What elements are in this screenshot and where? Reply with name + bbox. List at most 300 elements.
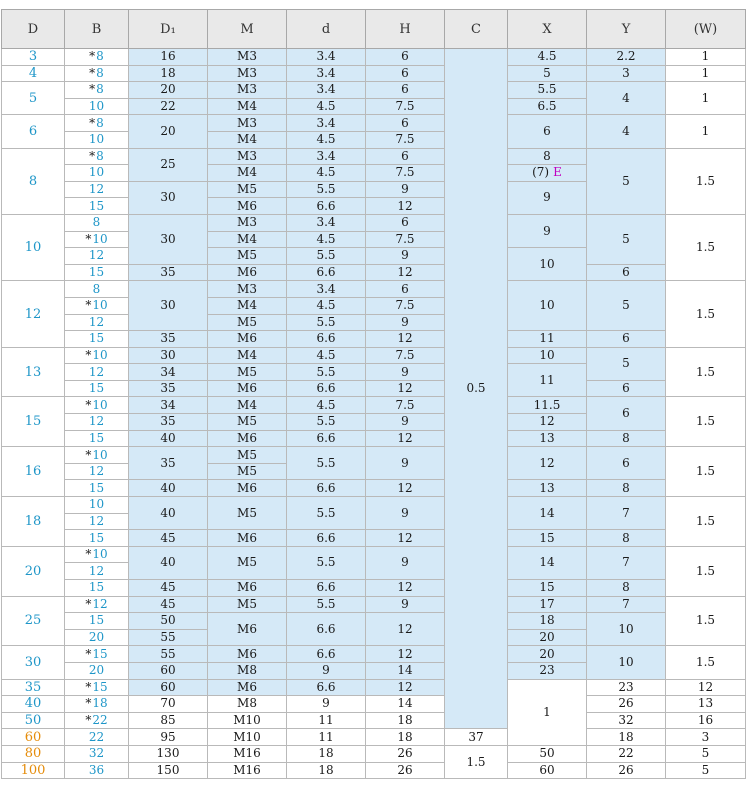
table-row — [2, 281, 746, 298]
b-cell — [65, 696, 129, 713]
h-cell: 7.5 — [366, 397, 445, 414]
h-cell: 26 — [366, 745, 445, 762]
dd-cell: 9 — [287, 696, 366, 713]
x-cell: 20 — [508, 629, 587, 646]
m-cell: M4 — [208, 165, 287, 182]
h-cell: 12 — [366, 198, 445, 215]
h-cell: 6 — [366, 148, 445, 165]
x-cell: 10 — [508, 281, 587, 331]
x-cell: 23 — [587, 679, 666, 696]
table-row — [2, 49, 746, 66]
d1-cell: 60 — [129, 679, 208, 696]
w-cell: 3 — [666, 729, 746, 746]
h-cell: 7.5 — [366, 165, 445, 182]
x-cell: 15 — [508, 530, 587, 547]
m-cell: M4 — [208, 98, 287, 115]
header-X: X — [508, 10, 587, 49]
b-cell — [65, 115, 129, 132]
x-cell: 12 — [508, 414, 587, 431]
b-cell: 32 — [65, 745, 129, 762]
x-cell: 23 — [508, 662, 587, 679]
m-cell: M5 — [208, 181, 287, 198]
y-cell: 6 — [587, 264, 666, 281]
d-cell: 40 — [2, 696, 65, 713]
d1-cell: 45 — [129, 580, 208, 597]
b-cell: 12 — [65, 414, 129, 431]
w-cell: 1.5 — [666, 447, 746, 497]
h-cell: 12 — [366, 264, 445, 281]
m-cell: M6 — [208, 198, 287, 215]
d1-cell: 22 — [129, 98, 208, 115]
dd-cell: 4.5 — [287, 297, 366, 314]
d1-cell: 40 — [129, 430, 208, 447]
x-cell: 11 — [508, 331, 587, 348]
m-cell: M3 — [208, 49, 287, 66]
table-row — [2, 596, 746, 613]
m-cell: M3 — [208, 65, 287, 82]
d-cell: 13 — [2, 347, 65, 397]
d1-cell: 55 — [129, 629, 208, 646]
h-cell: 6 — [366, 65, 445, 82]
h-cell: 12 — [366, 430, 445, 447]
m-cell: M5 — [208, 364, 287, 381]
recommended-star-icon: * — [85, 298, 92, 313]
m-cell: M8 — [208, 662, 287, 679]
x-cell: 17 — [508, 596, 587, 613]
m-cell: M10 — [208, 729, 287, 746]
x-cell: 8 — [508, 148, 587, 165]
dd-cell: 6.6 — [287, 380, 366, 397]
b-value: 15 — [92, 646, 108, 661]
b-cell — [65, 231, 129, 248]
d-cell: 6 — [2, 115, 65, 148]
header-W: (W) — [666, 10, 746, 49]
recommended-star-icon: * — [85, 447, 92, 462]
table-row — [2, 115, 746, 132]
y-cell: 5 — [587, 214, 666, 264]
m-cell: M3 — [208, 82, 287, 99]
h-cell: 9 — [366, 596, 445, 613]
recommended-star-icon: * — [85, 347, 92, 362]
table-row — [2, 679, 746, 696]
d1-cell: 40 — [129, 546, 208, 579]
h-cell: 12 — [366, 646, 445, 663]
m-cell: M6 — [208, 530, 287, 547]
b-cell: 10 — [65, 131, 129, 148]
w-cell: 5 — [666, 762, 746, 779]
y-cell: 18 — [587, 729, 666, 746]
b-cell: 15 — [65, 580, 129, 597]
x-cell — [508, 165, 587, 182]
recommended-star-icon: * — [85, 679, 92, 694]
w-cell: 1 — [666, 82, 746, 115]
d1-cell: 35 — [129, 447, 208, 480]
d1-cell: 20 — [129, 82, 208, 99]
m-cell: M4 — [208, 397, 287, 414]
h-cell: 12 — [366, 679, 445, 696]
header-D1: D₁ — [129, 10, 208, 49]
d1-cell: 18 — [129, 65, 208, 82]
b-cell — [65, 679, 129, 696]
h-cell: 14 — [366, 662, 445, 679]
b-value: 10 — [92, 547, 108, 562]
y-cell: 8 — [587, 580, 666, 597]
dimension-table — [1, 9, 746, 779]
c-cell: 1 — [508, 679, 587, 745]
d-cell: 12 — [2, 281, 65, 347]
dd-cell: 4.5 — [287, 165, 366, 182]
table-row — [2, 613, 746, 630]
w-cell: 1.5 — [666, 397, 746, 447]
m-cell: M5 — [208, 447, 287, 464]
m-cell: M6 — [208, 430, 287, 447]
h-cell: 6 — [366, 214, 445, 231]
recommended-star-icon: * — [89, 115, 96, 130]
b-value: 12 — [92, 596, 108, 611]
b-cell: 20 — [65, 662, 129, 679]
w-cell: 1.5 — [666, 646, 746, 679]
h-cell: 7.5 — [366, 231, 445, 248]
recommended-star-icon: * — [89, 82, 96, 97]
d1-cell: 35 — [129, 264, 208, 281]
b-cell — [65, 712, 129, 729]
m-cell: M16 — [208, 745, 287, 762]
b-cell: 12 — [65, 248, 129, 265]
d1-cell: 35 — [129, 380, 208, 397]
b-cell: 15 — [65, 264, 129, 281]
b-cell: 10 — [65, 165, 129, 182]
b-value: 8 — [96, 49, 104, 64]
e-mark: E — [553, 165, 562, 180]
table-row — [2, 530, 746, 547]
x-cell: 13 — [508, 480, 587, 497]
h-cell: 6 — [366, 281, 445, 298]
h-cell: 14 — [366, 696, 445, 713]
h-cell: 18 — [366, 712, 445, 729]
x-cell: 26 — [587, 696, 666, 713]
h-cell: 9 — [366, 414, 445, 431]
x-value: (7) — [532, 165, 550, 180]
b-cell: 12 — [65, 513, 129, 530]
b-cell — [65, 447, 129, 464]
h-cell: 9 — [366, 447, 445, 480]
y-cell: 5 — [587, 148, 666, 214]
header-M: M — [208, 10, 287, 49]
y-cell: 5 — [587, 347, 666, 380]
x-cell: 5.5 — [508, 82, 587, 99]
b-cell: 12 — [65, 463, 129, 480]
x-cell: 18 — [508, 613, 587, 630]
dd-cell: 6.6 — [287, 480, 366, 497]
d1-cell: 70 — [129, 696, 208, 713]
recommended-star-icon: * — [89, 148, 96, 163]
dd-cell: 9 — [287, 662, 366, 679]
h-cell: 12 — [366, 331, 445, 348]
d1-cell: 30 — [129, 214, 208, 264]
d-cell: 18 — [2, 497, 65, 547]
y-cell: 3 — [587, 65, 666, 82]
h-cell: 7.5 — [366, 347, 445, 364]
d-cell: 10 — [2, 214, 65, 280]
b-cell — [65, 646, 129, 663]
recommended-star-icon: * — [85, 397, 92, 412]
b-cell — [65, 82, 129, 99]
y-cell: 5 — [587, 281, 666, 331]
m-cell: M6 — [208, 646, 287, 663]
y-cell: 2.2 — [587, 49, 666, 66]
d1-cell: 45 — [129, 596, 208, 613]
dd-cell: 6.6 — [287, 580, 366, 597]
d-cell: 30 — [2, 646, 65, 679]
h-cell: 7.5 — [366, 131, 445, 148]
w-cell: 1.5 — [666, 281, 746, 347]
table-row — [2, 214, 746, 231]
d1-cell: 150 — [129, 762, 208, 779]
x-cell: 50 — [508, 745, 587, 762]
b-cell: 12 — [65, 364, 129, 381]
b-cell: 10 — [65, 497, 129, 514]
x-cell: 37 — [445, 729, 508, 746]
table-row — [2, 447, 746, 464]
table-row — [2, 745, 746, 762]
y-cell: 8 — [587, 530, 666, 547]
c-cell: 1.5 — [445, 745, 508, 778]
m-cell: M4 — [208, 347, 287, 364]
dd-cell: 6.6 — [287, 530, 366, 547]
d-cell: 8 — [2, 148, 65, 214]
x-cell: 5 — [508, 65, 587, 82]
d1-cell: 20 — [129, 115, 208, 148]
dd-cell: 18 — [287, 762, 366, 779]
b-cell — [65, 596, 129, 613]
recommended-star-icon: * — [85, 696, 92, 711]
d1-cell: 45 — [129, 530, 208, 547]
m-cell: M16 — [208, 762, 287, 779]
x-cell: 13 — [508, 430, 587, 447]
y-cell: 7 — [587, 497, 666, 530]
h-cell: 6 — [366, 115, 445, 132]
b-value: 18 — [92, 696, 108, 711]
y-cell: 16 — [666, 712, 746, 729]
m-cell: M3 — [208, 214, 287, 231]
x-cell: 14 — [508, 546, 587, 579]
b-value: 10 — [92, 447, 108, 462]
b-value: 10 — [92, 347, 108, 362]
table-row — [2, 646, 746, 663]
d1-cell: 60 — [129, 662, 208, 679]
table-row — [2, 65, 746, 82]
table-row — [2, 729, 746, 746]
d1-cell: 55 — [129, 646, 208, 663]
b-cell: 15 — [65, 480, 129, 497]
d-cell: 3 — [2, 49, 65, 66]
x-cell: 32 — [587, 712, 666, 729]
h-cell: 9 — [366, 497, 445, 530]
w-cell: 1.5 — [666, 497, 746, 547]
m-cell: M6 — [208, 580, 287, 597]
m-cell: M6 — [208, 264, 287, 281]
table-row — [2, 712, 746, 729]
b-value: 10 — [92, 231, 108, 246]
y-cell: 8 — [587, 480, 666, 497]
b-cell: 15 — [65, 613, 129, 630]
dd-cell: 6.6 — [287, 198, 366, 215]
b-value: 10 — [92, 298, 108, 313]
b-cell: 15 — [65, 380, 129, 397]
m-cell: M8 — [208, 696, 287, 713]
dd-cell: 11 — [287, 729, 366, 746]
d1-cell: 25 — [129, 148, 208, 181]
m-cell: M5 — [208, 414, 287, 431]
x-cell: 9 — [508, 214, 587, 247]
header-row — [2, 10, 746, 49]
d-cell: 5 — [2, 82, 65, 115]
x-cell: 60 — [508, 762, 587, 779]
d-cell: 35 — [2, 679, 65, 696]
h-cell: 12 — [366, 530, 445, 547]
d-cell: 16 — [2, 447, 65, 497]
w-cell: 1.5 — [666, 546, 746, 596]
m-cell: M6 — [208, 331, 287, 348]
recommended-star-icon: * — [85, 596, 92, 611]
header-B: B — [65, 10, 129, 49]
m-cell: M3 — [208, 148, 287, 165]
y-cell: 4 — [587, 115, 666, 148]
y-cell: 4 — [587, 82, 666, 115]
h-cell: 12 — [366, 613, 445, 646]
dd-cell: 3.4 — [287, 82, 366, 99]
y-cell: 6 — [587, 447, 666, 480]
dd-cell: 3.4 — [287, 65, 366, 82]
b-cell — [65, 397, 129, 414]
header-d: d — [287, 10, 366, 49]
table-row — [2, 331, 746, 348]
b-cell: 15 — [65, 331, 129, 348]
b-cell — [65, 347, 129, 364]
table-row — [2, 762, 746, 779]
d-cell: 15 — [2, 397, 65, 447]
d-cell: 60 — [2, 729, 65, 746]
recommended-star-icon: * — [85, 713, 92, 728]
table-row — [2, 430, 746, 447]
dd-cell: 4.5 — [287, 98, 366, 115]
h-cell: 12 — [366, 580, 445, 597]
recommended-star-icon: * — [89, 65, 96, 80]
b-value: 22 — [92, 713, 108, 728]
b-cell: 8 — [65, 281, 129, 298]
d-cell: 100 — [2, 762, 65, 779]
h-cell: 12 — [366, 480, 445, 497]
d1-cell: 35 — [129, 414, 208, 431]
dd-cell: 5.5 — [287, 596, 366, 613]
y-cell: 6 — [587, 380, 666, 397]
dd-cell: 6.6 — [287, 331, 366, 348]
h-cell: 26 — [366, 762, 445, 779]
y-cell: 7 — [587, 546, 666, 579]
b-cell — [65, 297, 129, 314]
recommended-star-icon: * — [85, 646, 92, 661]
m-cell: M4 — [208, 131, 287, 148]
m-cell: M6 — [208, 613, 287, 646]
b-value: 8 — [96, 148, 104, 163]
x-cell: 11 — [508, 364, 587, 397]
m-cell: M6 — [208, 679, 287, 696]
d1-cell: 95 — [129, 729, 208, 746]
y-cell: 10 — [587, 646, 666, 679]
table-row — [2, 497, 746, 514]
table-row — [2, 546, 746, 563]
x-cell: 15 — [508, 580, 587, 597]
m-cell: M5 — [208, 546, 287, 579]
x-cell: 10 — [508, 347, 587, 364]
w-cell: 1.5 — [666, 347, 746, 397]
m-cell: M3 — [208, 281, 287, 298]
d1-cell: 30 — [129, 181, 208, 214]
recommended-star-icon: * — [85, 547, 92, 562]
d1-cell: 30 — [129, 281, 208, 331]
d1-cell: 40 — [129, 480, 208, 497]
x-cell: 6 — [508, 115, 587, 148]
header-Y: Y — [587, 10, 666, 49]
dd-cell: 5.5 — [287, 181, 366, 198]
dd-cell: 5.5 — [287, 314, 366, 331]
x-cell: 10 — [508, 248, 587, 281]
dd-cell: 4.5 — [287, 397, 366, 414]
y-cell: 7 — [587, 596, 666, 613]
h-cell: 9 — [366, 248, 445, 265]
h-cell: 9 — [366, 546, 445, 579]
b-cell: 12 — [65, 563, 129, 580]
dd-cell: 5.5 — [287, 546, 366, 579]
dd-cell: 3.4 — [287, 115, 366, 132]
recommended-star-icon: * — [85, 231, 92, 246]
m-cell: M5 — [208, 463, 287, 480]
m-cell: M4 — [208, 297, 287, 314]
b-cell: 8 — [65, 214, 129, 231]
recommended-star-icon: * — [89, 49, 96, 64]
x-cell: 20 — [508, 646, 587, 663]
b-cell: 15 — [65, 530, 129, 547]
b-cell: 12 — [65, 314, 129, 331]
dd-cell: 4.5 — [287, 347, 366, 364]
m-cell: M5 — [208, 248, 287, 265]
table-row — [2, 82, 746, 99]
b-value: 15 — [92, 679, 108, 694]
table-row — [2, 480, 746, 497]
m-cell: M4 — [208, 231, 287, 248]
dd-cell: 18 — [287, 745, 366, 762]
header-H: H — [366, 10, 445, 49]
dd-cell: 5.5 — [287, 447, 366, 480]
m-cell: M6 — [208, 480, 287, 497]
d1-cell: 35 — [129, 331, 208, 348]
b-value: 8 — [96, 115, 104, 130]
d-cell: 80 — [2, 745, 65, 762]
h-cell: 12 — [366, 380, 445, 397]
w-cell: 1 — [666, 65, 746, 82]
b-cell: 15 — [65, 198, 129, 215]
dd-cell: 11 — [287, 712, 366, 729]
d-cell: 25 — [2, 596, 65, 646]
table-row — [2, 380, 746, 397]
x-cell: 4.5 — [508, 49, 587, 66]
table-row — [2, 397, 746, 414]
w-cell: 1 — [666, 115, 746, 148]
h-cell: 6 — [366, 49, 445, 66]
dd-cell: 3.4 — [287, 214, 366, 231]
dd-cell: 5.5 — [287, 414, 366, 431]
d1-cell: 34 — [129, 397, 208, 414]
